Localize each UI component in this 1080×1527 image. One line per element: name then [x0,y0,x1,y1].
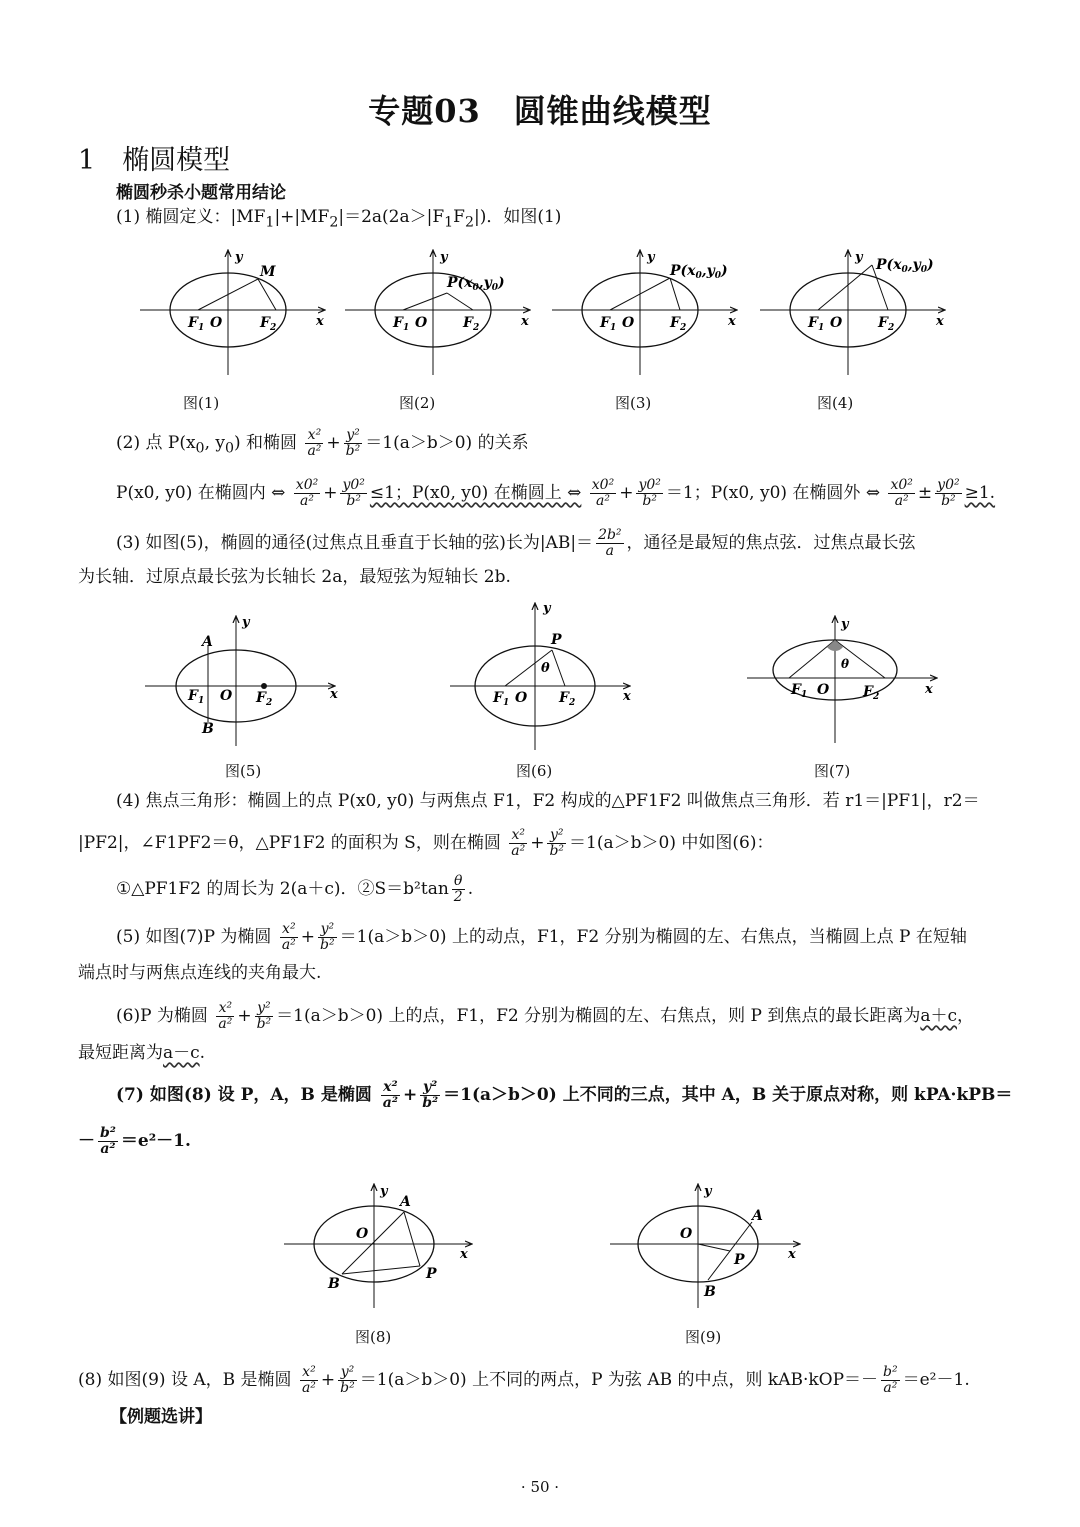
item-2: (2) 点 $P(x_0$, $y_0$) 和椭圆 $\frac{\text{x²}}{\text{a²}}$ + $\frac{\text{y²}}{\text{b²}}$ ＝1(a＞b＞0) 的关系 [116,427,529,459]
svg-text:F2: $F_2$ [559,690,576,708]
figure-8-caption: 图(8) [355,1328,392,1346]
figure-6-caption: 图(6) [516,762,553,780]
item-3-line-2: 为长轴．过原点最长弦为长轴长 2a，最短弦为短轴长 2b. [78,567,511,587]
item-1: (1) 椭圆定义：$|MF_1|+|MF_2|=2a(2a>|F_1F_2|)$．如图(1) [116,207,562,231]
svg-text:O: O [622,315,635,331]
svg-text:F1: $F_1$ [188,688,205,706]
svg-text:y: y [647,250,655,265]
page-title: 专题03 圆锥曲线模型 [368,92,712,130]
svg-text:P(x0,y0): $P(x_0,y_0)$ [670,263,728,281]
svg-text:B: B [202,721,214,737]
figure-5-diagram [145,615,338,746]
item-7: (7) 如图(8) 设 P，A，B 是椭圆 $\frac{\text{x²}}{\text{a²}}$ + $\frac{\text{y²}}{\text{b²}}$ ＝1(a＞b＞0) 上不同的三点，其中 A，B 关于原点对称，则 kPA·kPB＝ [116,1079,1013,1111]
figure-3-caption: 图(3) [615,394,652,412]
figure-7-diagram [747,616,937,743]
item-3: (3) 如图(5)，椭圆的通径(过焦点且垂直于长轴的弦)长为|AB|＝ $\frac{\text{2b²}}{a}$ ，通径是最短的焦点弦．过焦点最长弦 [116,527,916,559]
svg-text:x: x [521,314,529,329]
svg-text:x: x [728,314,736,329]
svg-text:F1: $F_1$ [791,682,808,700]
svg-text:x: x [330,687,338,702]
svg-text:O: O [680,1226,693,1242]
item-6-line-2: 最短距离为a－c. [78,1043,206,1063]
item-4-line-3: ①△PF1F2 的周长为 2(a＋c)．②S＝b²tan $\frac{\theta}{2}$ . [116,873,474,905]
svg-text:y: y [242,615,250,630]
item-5-line-2: 端点时与两焦点连线的夹角最大. [78,963,322,983]
svg-text:F1: $F_1$ [188,315,205,333]
svg-text:x: x [460,1247,468,1262]
svg-text:y: y [440,250,448,265]
svg-text:x: x [925,682,933,697]
section-heading: 1 椭圆模型 [78,145,231,176]
item-4: (4) 焦点三角形：椭圆上的点 P(x0, y0) 与两焦点 F1，F2 构成的△PF1F2 叫做焦点三角形．若 r1＝|PF1|，r2＝ [116,791,980,811]
svg-text:F2: $F_2$ [878,315,895,333]
svg-text:O: O [210,315,223,331]
svg-text:F2: $F_2$ [463,315,480,333]
svg-text:P(x0,y0): $P(x_0,y_0)$ [447,275,505,293]
examples-heading: 【例题选讲】 [110,1407,212,1427]
svg-text:y: y [841,617,849,632]
svg-text:F1: $F_1$ [393,315,410,333]
figure-8-diagram [284,1184,472,1308]
figures-1-4 [130,245,1010,385]
figure-2-caption: 图(2) [399,394,436,412]
figure-4-diagram [760,250,945,375]
item-7-line-2: － $\frac{\text{b²}}{\text{a²}}$ ＝e²－1. [78,1125,191,1157]
item-6: (6)P 为椭圆 $\frac{\text{x²}}{\text{a²}}$ + $\frac{\text{y²}}{\text{b²}}$ ＝1(a＞b＞0) 上的点，F1，F2 分别为椭圆的左、右焦点，则 P 到焦点的最长距离为a＋c， [116,1000,974,1032]
svg-text:y: y [235,250,243,265]
svg-text:x: x [936,314,944,329]
svg-text:P: P [734,1252,745,1268]
subheading: 椭圆秒杀小题常用结论 [116,183,286,203]
figure-9-caption: 图(9) [685,1328,722,1346]
page-number: · 50 · [520,1478,560,1496]
svg-text:O: O [830,315,843,331]
figure-6-diagram [450,601,631,750]
figure-4-caption: 图(4) [817,394,854,412]
figures-5-7 [140,598,960,758]
figure-1-diagram [140,250,325,375]
svg-text:F1: $F_1$ [493,690,510,708]
item-2-line-2: P(x0, y0) 在椭圆内 ⇔ $\frac{\text{x0²}}{\text{a²}}$ + $\frac{\text{y0²}}{\text{b²}}$ ≤1；P(x0, y0) 在椭圆上 ⇔ $\frac{\text{x0²}}{\text{a²}}$ + $\frac{\text{y0²}}{\text{b²}}$ ＝1；P(x0, y0) 在椭圆外 ⇔ $\frac{\text{x0²}}{\text{a²}}$ ± $\frac{\text{y0²}}{\text{b²}}$ ≥1. [116,477,996,509]
svg-text:θ: θ [841,657,850,671]
svg-text:O: O [515,690,528,706]
figure-5-caption: 图(5) [225,762,262,780]
svg-text:B: B [328,1276,340,1292]
svg-text:B: B [704,1284,716,1300]
svg-text:F1: $F_1$ [600,315,617,333]
svg-text:P: P [426,1266,437,1282]
svg-text:A: A [400,1194,411,1210]
figure-1-caption: 图(1) [183,394,220,412]
svg-text:P: P [551,632,562,648]
figures-8-9 [280,1180,820,1320]
svg-text:y: y [855,250,863,265]
svg-text:A: A [752,1208,763,1224]
figure-7-caption: 图(7) [814,762,851,780]
svg-text:P(x0,y0): $P(x_0,y_0)$ [876,257,934,275]
svg-text:F1: $F_1$ [808,315,825,333]
figure-3-diagram [552,250,737,375]
svg-text:F2: $F_2$ [670,315,687,333]
item-4-line-2: |PF2|，∠F1PF2＝θ，△PF1F2 的面积为 S，则在椭圆 $\frac{\text{x²}}{\text{a²}}$ + $\frac{\text{y²}}{\text{b²}}$ ＝1(a＞b＞0) 中如图(6)： [78,827,774,859]
svg-text:y: y [704,1184,712,1199]
figure-9-diagram [610,1184,800,1308]
svg-text:x: x [623,689,631,704]
svg-text:F2: $F_2$ [260,315,277,333]
svg-text:O: O [415,315,428,331]
svg-text:θ: θ [541,661,550,676]
item-8: (8) 如图(9) 设 A，B 是椭圆 $\frac{\text{x²}}{\text{a²}}$ + $\frac{\text{y²}}{\text{b²}}$ ＝1(a＞b＞0) 上不同的两点，P 为弦 AB 的中点，则 kAB·kOP＝－ $\frac{\text{b²}}{\text{a²}}$ ＝e²－1. [78,1364,970,1396]
svg-text:O: O [220,688,233,704]
figure-2-diagram [345,250,530,375]
svg-text:M: M [260,264,276,280]
svg-text:O: O [817,682,830,698]
svg-text:x: x [316,314,324,329]
svg-text:F2: $F_2$ [256,690,273,708]
svg-text:x: x [788,1247,796,1262]
svg-text:A: A [202,634,213,650]
item-5: (5) 如图(7)P 为椭圆 $\frac{\text{x²}}{\text{a²}}$ + $\frac{\text{y²}}{\text{b²}}$ ＝1(a＞b＞0) 上的动点，F1，F2 分别为椭圆的左、右焦点，当椭圆上点 P 在短轴 [116,921,967,953]
svg-text:y: y [543,601,551,616]
svg-text:y: y [380,1184,388,1199]
svg-text:O: O [356,1226,369,1242]
svg-text:F2: $F_2$ [863,684,880,702]
